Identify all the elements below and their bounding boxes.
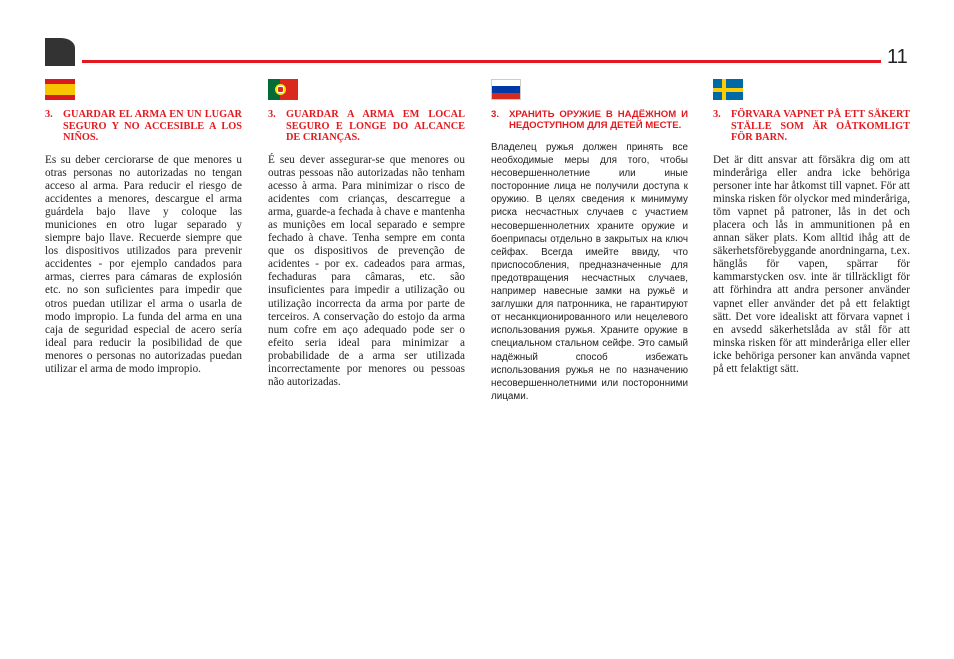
column-pt xyxy=(268,79,465,389)
sweden-flag-icon xyxy=(713,79,743,100)
section-heading: 3. GUARDAR A ARMA EM LOCAL SEGURO E LONGE DO ALCANCE DE CRIANÇAS. xyxy=(268,109,465,143)
section-body: Det är ditt ansvar att försäkra dig om att minderåriga eller andra icke behöriga personer inte har åtkomst till vapnet. För att minska risken för olyckor med minderåriga, töm vapnet på patroner, lås in det och placera och lås in ammunitionen på en annan säker plats. Kom alltid ihåg att de säkerhetsförebyggande anordningarna, t.ex. hänglås för vapen, spärrar för kammarstycken osv. inte är tillräckligt för att förhindra att andra personer använder vapnet eller använder det på ett felaktigt sätt. Det vore idealiskt att förvara vapnet i en avsedd säkerhetslåda av stål för att minska risken för att minderåriga eller eller icke behöriga personer kan använda vapnet på ett felaktigt sätt. xyxy=(713,153,910,375)
column-sv xyxy=(713,79,910,376)
russia-flag-icon xyxy=(491,79,521,100)
column-es xyxy=(45,79,242,376)
brand-logo xyxy=(45,38,75,66)
section-body: É seu dever assegurar-se que menores ou outras pessoas não autorizadas não tenham acesso à arma. Para minimizar o risco de acidentes com crianças, descarregue a arma, guarde-a fechada à chave e mantenha as munições em local separado e sempre fechado à chave. Tenha sempre em conta que os dispositivos de prevenção de acidentes - por ex. cadeados para armas, fechaduras para câmaras, etc. são insuficientes para impedir a utilização ou utilização incorrecta da arma por parte de terceiros. A conservação do estojo da arma num cofre em aço adequado pode ser o efeito seria ideal para minimizar a probabilidade de a arma ser utilizada incorrectamente por menores ou pessoas não autorizadas. xyxy=(268,153,465,389)
section-heading: 3. ХРАНИТЬ ОРУЖИЕ В НАДЁЖНОМ И НЕДОСТУПНОМ ДЛЯ ДЕТЕЙ МЕСТЕ. xyxy=(491,109,688,131)
spain-flag-icon xyxy=(45,79,75,100)
section-heading: 3. GUARDAR EL ARMA EN UN LUGAR SEGURO Y NO ACCESIBLE A LOS NIÑOS. xyxy=(45,109,242,143)
portugal-flag-icon xyxy=(268,79,298,100)
page-number: 11 xyxy=(887,46,908,68)
section-body: Es su deber cerciorarse de que menores u otras personas no autorizadas no tengan acceso al arma. Para reducir el riesgo de accidentes a menores, descargue el arma guárdela bajo llave y coloque las municiones en otro lugar separado y siempre bajo llave. Recuerde siempre que los dispositivos utilizados para prevenir accidentes - por ejemplo candados para armas, cierres para cámaras de explosión etc. no son suficientes para impedir que otros puedan utilizar el arma o usarla de modo impropio. La funda del arma en una caja de seguridad especial de acero sería ideal para reducir la posibilidad de que menores o personas no autorizadas puedan utilizar el arma de modo impropio. xyxy=(45,153,242,375)
section-heading: 3. FÖRVARA VAPNET PÅ ETT SÄKERT STÄLLE SOM ÄR OÅTKOMLIGT FÖR BARN. xyxy=(713,109,910,143)
column-ru xyxy=(491,79,688,403)
header-rule xyxy=(82,60,881,63)
section-body: Владелец ружья должен принять все необходимые меры для того, чтобы несовершеннолетние или иные посторонние лица не получили доступа к оружию. В целях сведения к минимуму риска несчастных случаев с участием несовершеннолетних храните оружие и боеприпасы отдельно в закрытых на ключ сейфах. Всегда имейте ввиду, что приспособления, предназначенные для предотвращения несчастных случаев, например навесные замки на ружьё и заглушки для патронника, не гарантируют от несанкционированного или нецелевого использования ружья. Храните оружие в специальном стальном сейфе. Это самый надёжный способ избежать использования ружья не по назначению несовершеннолетними или посторонними лицами. xyxy=(491,142,688,402)
